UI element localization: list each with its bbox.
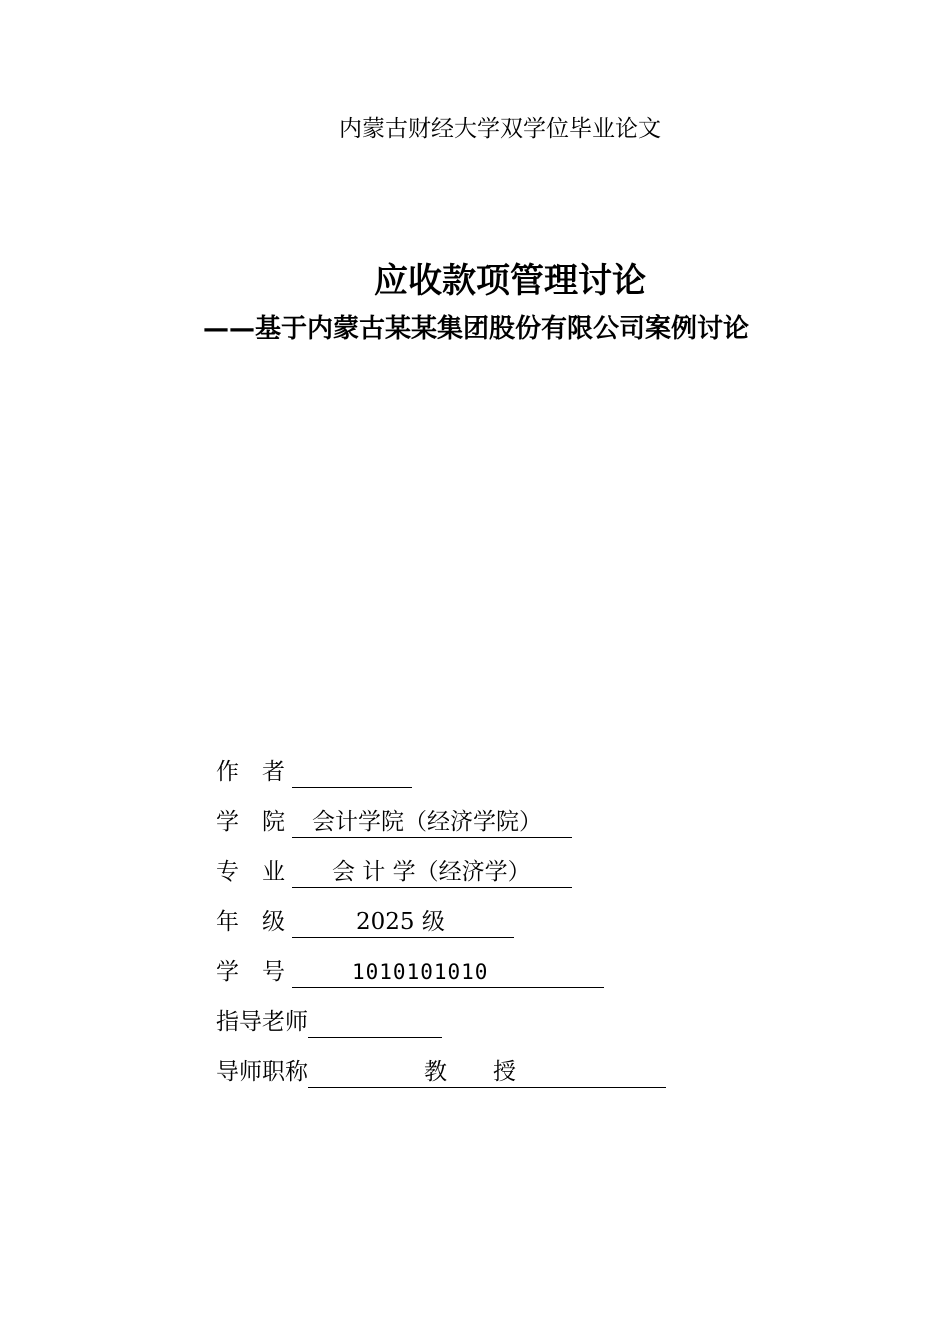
advisor-title-value: 教 授 — [424, 1059, 516, 1085]
thesis-title: 应收款项管理讨论 — [374, 261, 646, 301]
advisor-title-field — [308, 1057, 666, 1088]
university-header: 内蒙古财经大学双学位毕业论文 — [339, 116, 661, 142]
info-row-advisor — [216, 1006, 666, 1056]
advisor-label: 指导老师 — [216, 1009, 308, 1035]
college-label: 学 院 — [216, 809, 285, 835]
student-id-field — [292, 957, 604, 988]
info-row-major — [216, 856, 666, 906]
thesis-info-block — [216, 756, 666, 1106]
student-id-value: 1010101010 — [352, 960, 489, 984]
college-field — [292, 807, 572, 838]
author-field — [292, 757, 412, 788]
major-label: 专 业 — [216, 859, 285, 885]
grade-label: 年 级 — [216, 909, 285, 935]
info-row-college — [216, 806, 666, 856]
info-row-grade — [216, 906, 666, 956]
info-row-student-id — [216, 956, 666, 1006]
major-field — [292, 857, 572, 888]
grade-field — [292, 907, 514, 938]
thesis-subtitle: ——基于内蒙古某某集团股份有限公司案例讨论 — [203, 314, 750, 344]
grade-value: 2025 级 — [356, 909, 445, 935]
student-id-label: 学 号 — [216, 959, 285, 985]
college-value: 会计学院（经济学院） — [312, 809, 542, 835]
advisor-title-label: 导师职称 — [216, 1059, 308, 1085]
info-row-advisor-title — [216, 1056, 666, 1106]
major-value: 会 计 学（经济学） — [332, 859, 531, 885]
info-row-author — [216, 756, 666, 806]
author-label: 作 者 — [216, 759, 285, 785]
advisor-field — [308, 1007, 442, 1038]
